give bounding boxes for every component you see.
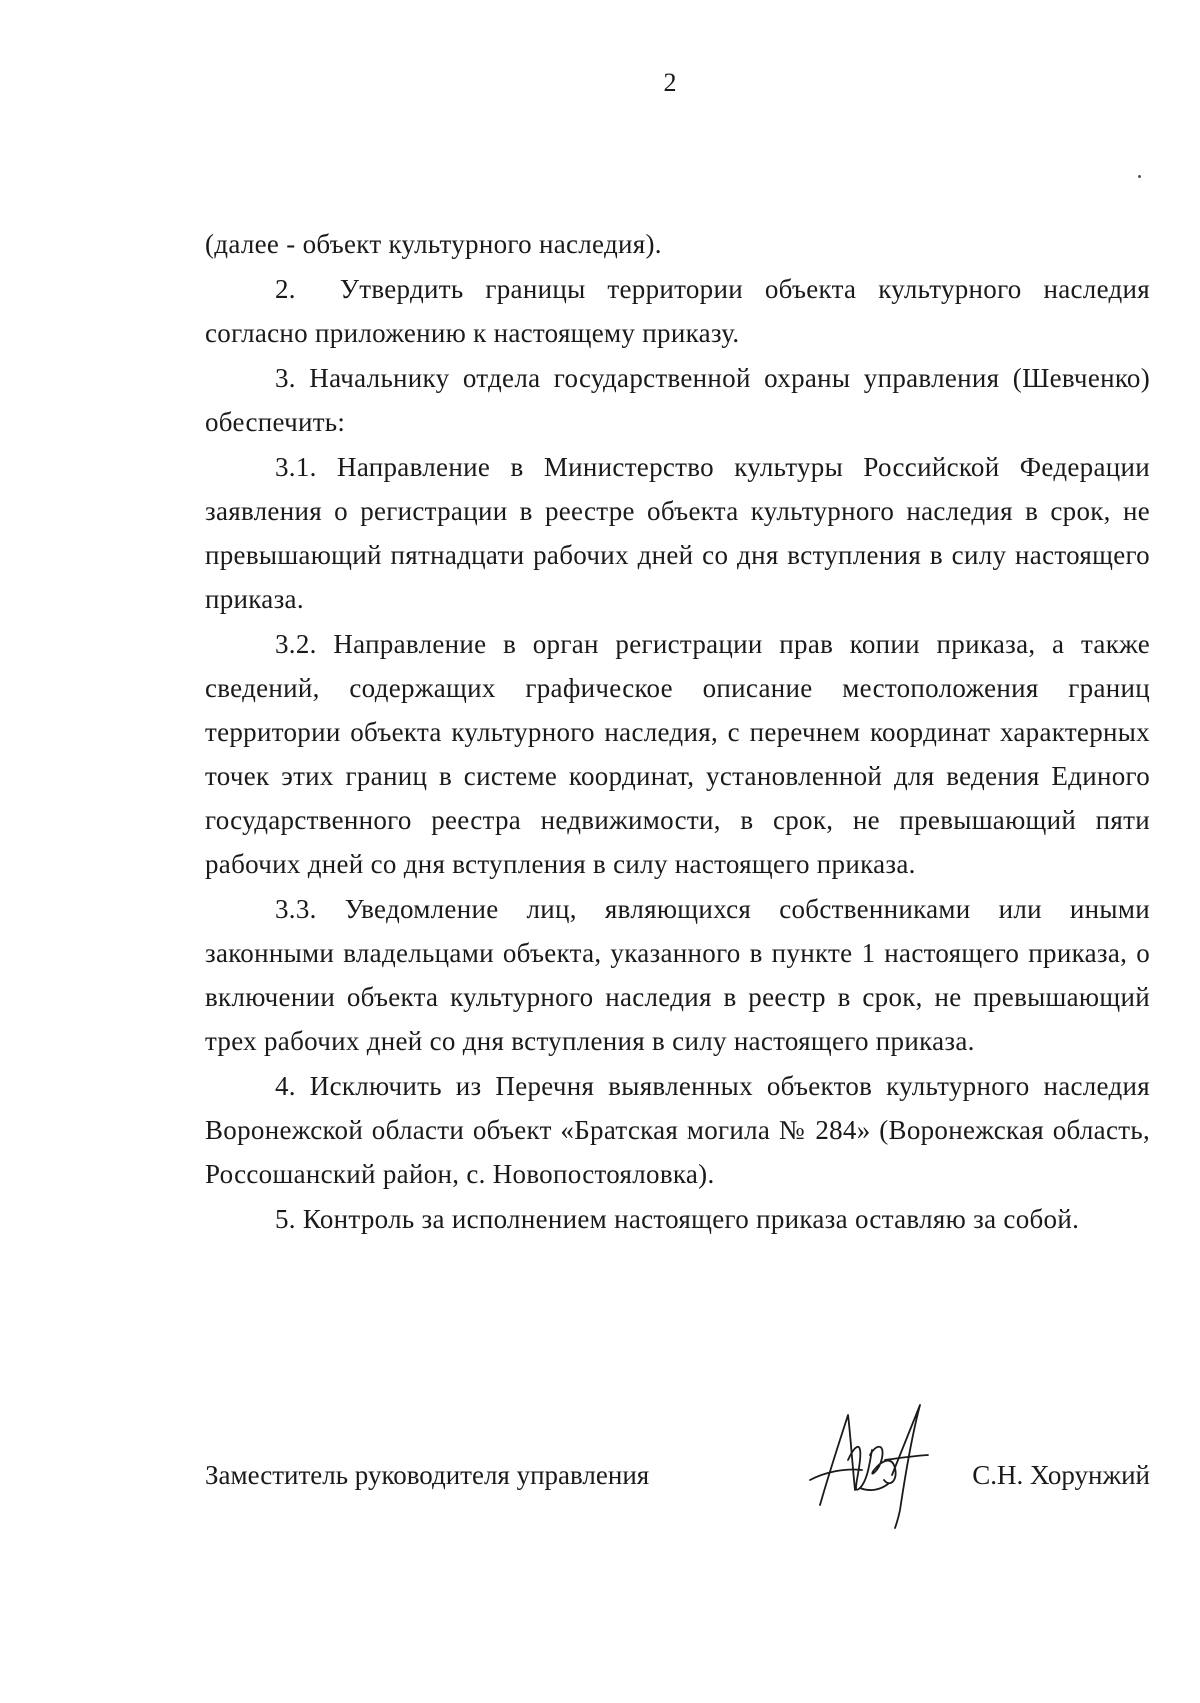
item-2-text: Утвердить границы территории объекта культурного наследия согласно приложению к настоящему приказу. xyxy=(205,274,1150,348)
signatory-name: С.Н. Хорунжий xyxy=(972,1460,1150,1490)
paragraph-item-3-2: 3.2. Направление в орган регистрации прав копии приказа, а также сведений, содержащих графическое описание местоположения границ территории объекта культурного наследия, с перечнем координат характерных точек этих границ в системе координат, установленной для ведения Единого государственного реестра недвижимости, в срок, не превышающий пяти рабочих дней со дня вступления в силу настоящего приказа. xyxy=(205,629,1150,879)
paragraph-item-5: 5. Контроль за исполнением настоящего приказа оставляю за собой. xyxy=(275,1204,1080,1234)
paragraph-item-3: 3. Начальнику отдела государственной охраны управления (Шевченко) обеспечить: xyxy=(205,363,1150,437)
page-number: 2 xyxy=(663,68,677,97)
signature-block xyxy=(205,1440,1150,1560)
paragraph-continuation: (далее - объект культурного наследия). xyxy=(205,229,662,259)
scan-speck xyxy=(1138,175,1141,178)
document-body xyxy=(205,222,1150,1242)
paragraph-item-4: 4. Исключить из Перечня выявленных объектов культурного наследия Воронежской области объект «Братская могила № 284» (Воронежская область, Россошанский район, с. Новопостояловка). xyxy=(205,1071,1150,1189)
item-2-number: 2. xyxy=(275,274,296,304)
paragraph-item-3-1: 3.1. Направление в Министерство культуры Российской Федерации заявления о регистрации в реестре объекта культурного наследия в срок, не превышающий пятнадцати рабочих дней со дня вступления в силу настоящего приказа. xyxy=(205,452,1150,614)
paragraph-item-3-3: 3.3. Уведомление лиц, являющихся собственниками или иными законными владельцами объекта, указанного в пункте 1 настоящего приказа, о включении объекта культурного наследия в реестр в срок, не превышающий трех рабочих дней со дня вступления в силу настоящего приказа. xyxy=(205,894,1150,1056)
paragraph-item-2 xyxy=(205,267,1150,355)
handwritten-signature xyxy=(800,1400,940,1530)
signatory-position: Заместитель руководителя управления xyxy=(205,1460,650,1490)
